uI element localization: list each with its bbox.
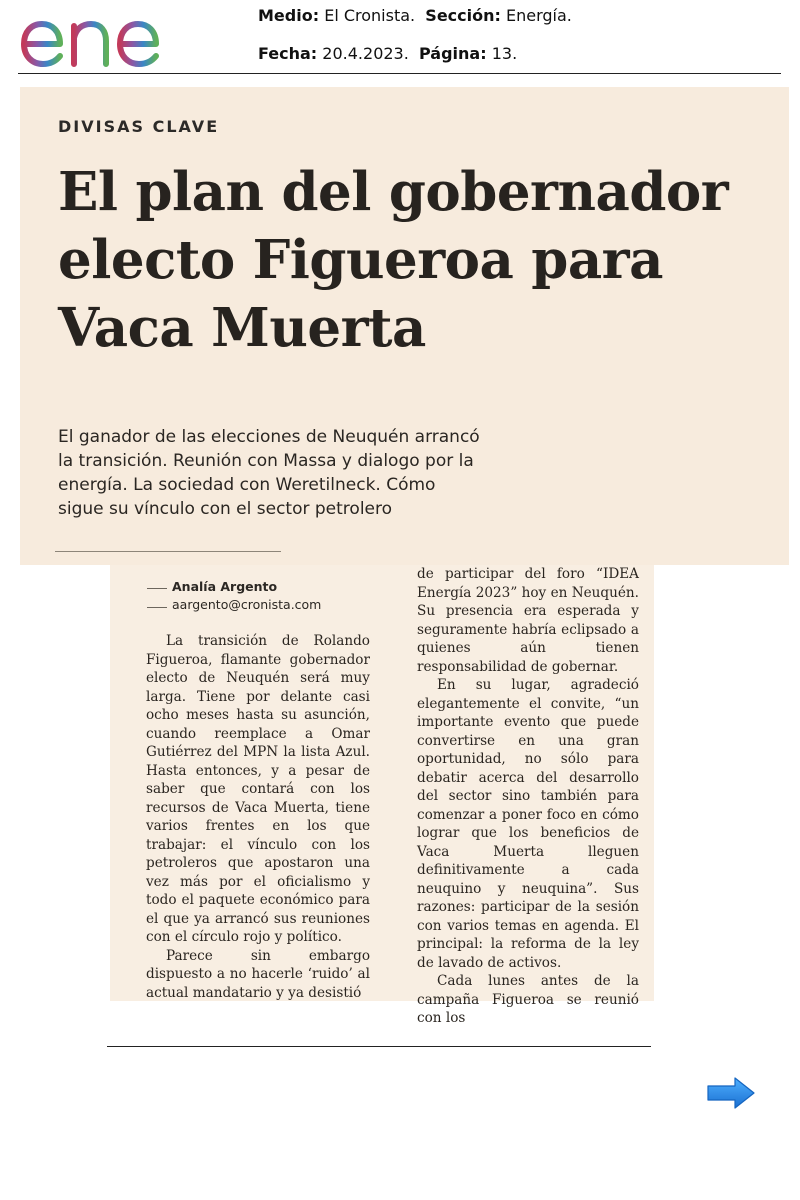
paragraph: En su lugar, agradeció elegantemente el convite, “un importante evento que puede convertirse en una gran oportunidad, no sólo para debatir acerca del desarrollo del sector sino también para comenzar a poner foco en cómo lograr que los beneficios de Vaca Muerta lleguen definitivamente a cada neuquino y neuquina”. Sus razones: participar de la sesión con varios temas en agenda. El principal: la reforma de la ley de lavado de activos. — [417, 677, 639, 971]
headline-line: Vaca Muerta — [58, 297, 426, 359]
article-column-right — [417, 565, 639, 1028]
pagina-label: Página: — [418, 44, 487, 63]
medio-label: Medio: — [258, 6, 320, 25]
headline-line: electo Figueroa para — [58, 229, 663, 291]
paragraph: de participar del foro “IDEA Energía 2023” hoy en Neuquén. Su presencia era esperada y seguramente habría eclipsado a quienes aún tienen responsabilidad de gobernar. — [417, 566, 639, 675]
article-kicker: DIVISAS CLAVE — [58, 117, 220, 136]
byline-dash — [147, 588, 167, 589]
fecha-value: 20.4.2023. — [322, 44, 409, 63]
deck-line: sigue su vínculo con el sector petrolero — [58, 499, 393, 519]
seccion-label: Sección: — [425, 6, 501, 25]
deck-divider — [55, 551, 281, 552]
footer-divider — [107, 1046, 651, 1047]
header-divider — [18, 73, 781, 74]
seccion-value: Energía. — [506, 6, 572, 25]
deck-line: El ganador de las elecciones de Neuquén arrancó — [58, 427, 480, 447]
article-deck — [58, 425, 518, 521]
fecha-label: Fecha: — [258, 44, 318, 63]
paragraph: Cada lunes antes de la campaña Figueroa se reunió con los — [417, 973, 639, 1026]
byline-dash — [147, 607, 167, 608]
paragraph: La transición de Rolando Figueroa, flamante gobernador electo de Neuquén será muy larga. Tiene por delante casi ocho meses hasta su asunción, cuando reemplace a Omar Gutiérrez del MPN la lista Azul. Hasta entonces, y a pesar de saber que contará con los recursos de Vaca Muerta, tiene varios frentes en los que trabajar: el vínculo con los petroleros que apostaron una vez más por el oficialismo y todo el paquete económico para el que ya arrancó sus reuniones con el círculo rojo y político. — [146, 633, 370, 945]
article-column-left — [146, 632, 370, 1002]
pagina-value: 13. — [491, 44, 518, 63]
arrow-right-icon[interactable] — [705, 1075, 757, 1111]
article-author: Analía Argento — [172, 579, 278, 594]
article-headline — [58, 158, 778, 362]
deck-line: energía. La sociedad con Weretilneck. Cómo — [58, 475, 436, 495]
meta-row-medio — [258, 6, 572, 25]
article-email: aargento@cronista.com — [172, 597, 322, 612]
paragraph: Parece sin embargo dispuesto a no hacerle ‘ruido’ al actual mandatario y ya desistió — [146, 947, 370, 1001]
medio-value: El Cronista. — [324, 6, 416, 25]
enel-logo — [16, 4, 186, 70]
meta-row-fecha — [258, 44, 517, 63]
deck-line: la transición. Reunión con Massa y dialogo por la — [58, 451, 474, 471]
headline-line: El plan del gobernador — [58, 161, 729, 223]
